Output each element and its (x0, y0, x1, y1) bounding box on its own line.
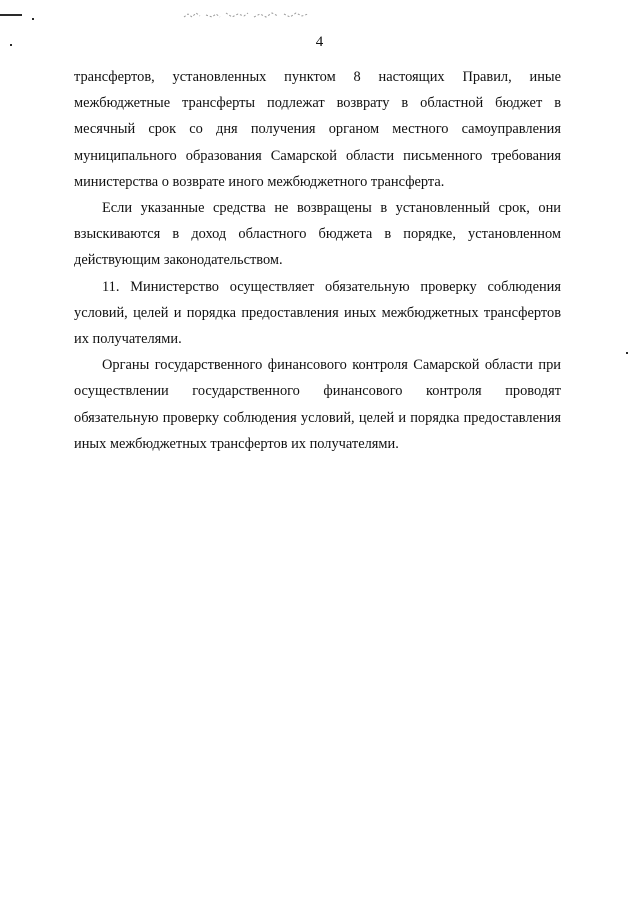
scan-mark-dot (32, 18, 34, 20)
paragraph-continuation: трансфертов, установленных пунктом 8 настоящих Правил, иные межбюджетные трансферты подлежат возврату в областной бюджет в месячный срок со дня получения органом местного самоуправления муниципального образования Самарской области письменного требования министерства о возврате иного межбюджетного трансферта. (74, 69, 561, 190)
scan-mark-top-left (0, 14, 22, 16)
scan-mark-dot (626, 352, 628, 354)
page-number: 4 (315, 34, 324, 50)
scan-smudge (182, 9, 312, 21)
document-body (74, 64, 561, 457)
paragraph-recovery: Если указанные средства не возвращены в установленный срок, они взыскиваются в доход областного бюджета в порядке, установленном действующим законодательством. (74, 200, 561, 269)
paragraph-financial-control: Органы государственного финансового контроля Самарской области при осуществлении государственного финансового контроля проводят обязательную проверку соблюдения условий, целей и порядка предоставления иных межбюджетных трансфертов их получателями. (74, 357, 561, 452)
paragraph-item-11: 11. Министерство осуществляет обязательную проверку соблюдения условий, целей и порядка предоставления иных межбюджетных трансфертов их получателями. (74, 278, 561, 348)
